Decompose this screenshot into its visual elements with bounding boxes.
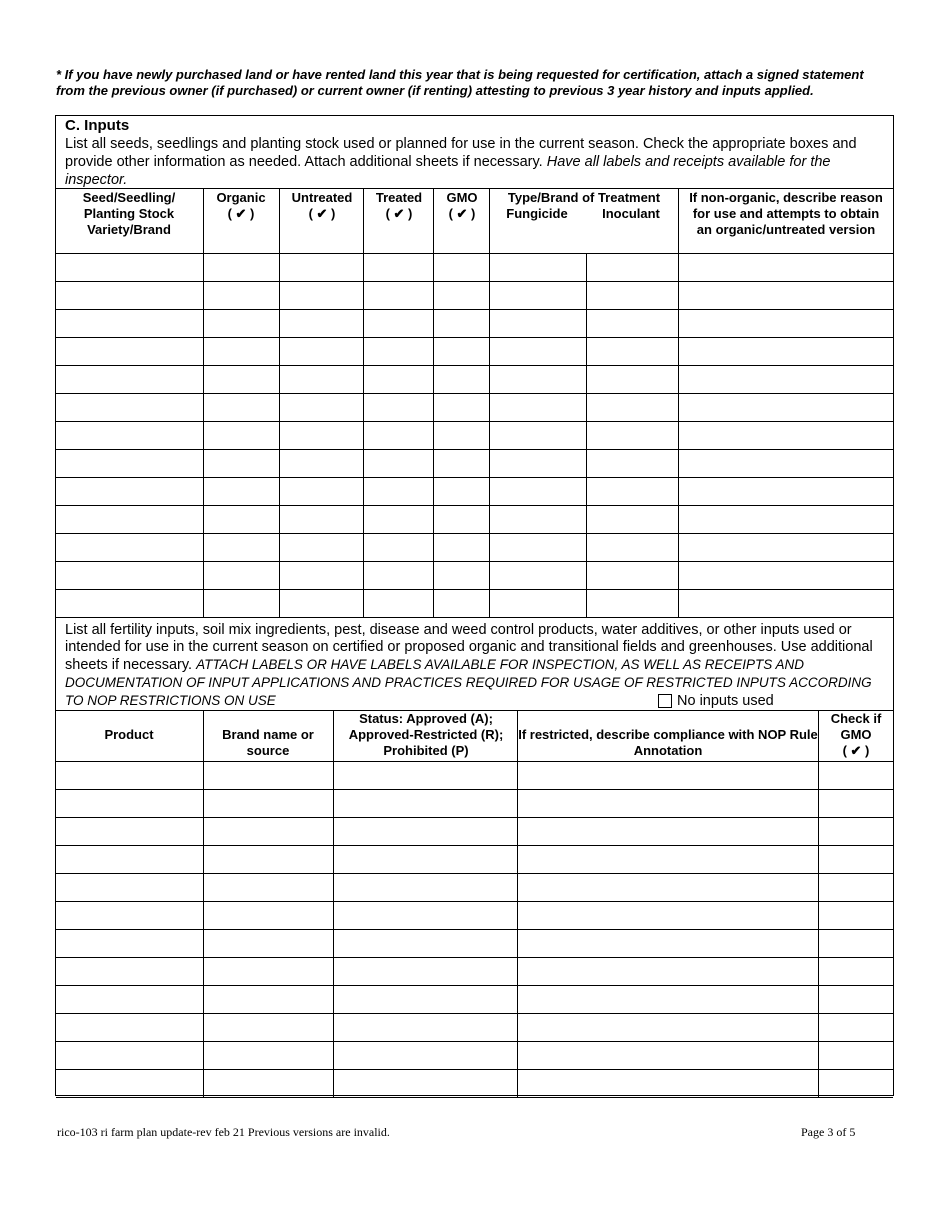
table-cell[interactable] — [203, 281, 279, 309]
table-cell[interactable] — [279, 337, 363, 365]
header-inoculant: Inoculant — [602, 206, 660, 221]
header-untreated — [280, 190, 364, 222]
table-cell[interactable] — [203, 761, 333, 789]
table-cell[interactable] — [433, 421, 489, 449]
table-cell[interactable] — [333, 901, 517, 929]
table-cell[interactable] — [586, 393, 678, 421]
intro-italic-text: Have all labels and receipts available for the inspector. — [65, 154, 831, 188]
header-organic — [203, 190, 279, 222]
table-cell[interactable] — [279, 561, 363, 589]
header-organic-label: Organic — [216, 190, 266, 205]
table-cell[interactable] — [489, 505, 586, 533]
table-cell[interactable] — [203, 449, 279, 477]
table-cell[interactable] — [489, 365, 586, 393]
table-cell[interactable] — [586, 449, 678, 477]
table-cell[interactable] — [433, 505, 489, 533]
table-cell[interactable] — [489, 421, 586, 449]
header-check-gmo-label: Check if GMO — [830, 711, 882, 742]
no-inputs-checkbox[interactable] — [658, 694, 672, 708]
footer-form-id: rico-103 ri farm plan update-rev feb 21 Previous versions are invalid. — [57, 1125, 390, 1139]
no-inputs-option[interactable] — [658, 693, 774, 709]
table-cell[interactable] — [56, 337, 203, 365]
table-cell[interactable] — [517, 789, 818, 817]
table-cell[interactable] — [517, 1041, 818, 1069]
table-cell[interactable] — [203, 421, 279, 449]
table-cell[interactable] — [363, 449, 433, 477]
table-cell[interactable] — [203, 1069, 333, 1097]
header-check-gmo-mark: ( ✔ ) — [842, 743, 870, 758]
table-cell[interactable] — [279, 505, 363, 533]
table-cell[interactable] — [363, 589, 433, 617]
table-cell[interactable] — [586, 337, 678, 365]
header-treatment-label: Type/Brand of Treatment — [507, 190, 661, 205]
table-cell[interactable] — [56, 873, 203, 901]
table-cell[interactable] — [363, 477, 433, 505]
table-cell[interactable] — [363, 561, 433, 589]
table-cell[interactable] — [279, 589, 363, 617]
table-cell[interactable] — [433, 589, 489, 617]
table-cell[interactable] — [56, 1069, 203, 1097]
table-cell[interactable] — [203, 957, 333, 985]
table-cell[interactable] — [363, 309, 433, 337]
table-cell[interactable] — [678, 589, 894, 617]
table-cell[interactable] — [56, 901, 203, 929]
table-cell[interactable] — [333, 1013, 517, 1041]
table-cell[interactable] — [56, 253, 203, 281]
header-treatment-subcols — [490, 206, 678, 222]
table-cell[interactable] — [56, 761, 203, 789]
intro-text: List all seeds, seedlings and planting stock used or planned for use in the current season. Check the appropriate boxes and provide other information as needed. Attach additional sheets if necessary. — [65, 136, 857, 170]
table-cell[interactable] — [279, 253, 363, 281]
table-cell[interactable] — [433, 533, 489, 561]
table-cell[interactable] — [56, 789, 203, 817]
seed-table-top-line — [56, 188, 893, 189]
table-cell[interactable] — [56, 1013, 203, 1041]
table-cell[interactable] — [333, 761, 517, 789]
table-cell[interactable] — [56, 477, 203, 505]
table-cell[interactable] — [517, 817, 818, 845]
table-cell[interactable] — [517, 901, 818, 929]
header-treatment — [490, 190, 678, 222]
table-cell[interactable] — [333, 873, 517, 901]
header-untreated-check: ( ✔ ) — [308, 206, 336, 221]
table-cell[interactable] — [203, 817, 333, 845]
table-cell[interactable] — [203, 789, 333, 817]
header-gmo — [434, 190, 490, 222]
table-cell[interactable] — [678, 449, 894, 477]
table-cell[interactable] — [489, 253, 586, 281]
table-cell[interactable] — [56, 421, 203, 449]
table-cell[interactable] — [279, 393, 363, 421]
table-cell[interactable] — [203, 533, 279, 561]
table-cell[interactable] — [203, 561, 279, 589]
table-cell[interactable] — [363, 253, 433, 281]
table-cell[interactable] — [517, 985, 818, 1013]
table-cell[interactable] — [56, 505, 203, 533]
table-cell[interactable] — [333, 817, 517, 845]
header-fungicide: Fungicide — [506, 206, 568, 221]
table-cell[interactable] — [203, 253, 279, 281]
table-cell[interactable] — [363, 365, 433, 393]
table-cell[interactable] — [586, 533, 678, 561]
table-cell[interactable] — [56, 845, 203, 873]
table-cell[interactable] — [586, 505, 678, 533]
table-cell[interactable] — [56, 393, 203, 421]
table-cell[interactable] — [279, 533, 363, 561]
table-cell[interactable] — [433, 477, 489, 505]
table-cell[interactable] — [279, 449, 363, 477]
inputs-instructions-italic: ATTACH LABELS OR HAVE LABELS AVAILABLE FOR INSPECTION, AS WELL AS RECEIPTS AND DOCUMENTATION OF INPUT APPLICATIONS AND PRACTICES REQUIRED FOR USAGE OF RESTRICTED INPUTS ACCORDING TO NOP RESTRICTIONS ON USE — [65, 657, 872, 708]
table-cell[interactable] — [279, 421, 363, 449]
table-cell[interactable] — [489, 589, 586, 617]
table-cell[interactable] — [586, 561, 678, 589]
table-cell[interactable] — [678, 477, 894, 505]
table-cell[interactable] — [586, 365, 678, 393]
header-organic-check: ( ✔ ) — [227, 206, 255, 221]
table-cell[interactable] — [363, 421, 433, 449]
table-cell[interactable] — [818, 929, 894, 957]
table-cell[interactable] — [363, 533, 433, 561]
table-cell[interactable] — [203, 929, 333, 957]
table-cell[interactable] — [279, 477, 363, 505]
table-cell[interactable] — [203, 477, 279, 505]
table-cell[interactable] — [333, 1041, 517, 1069]
table-cell[interactable] — [433, 449, 489, 477]
header-treated-check: ( ✔ ) — [385, 206, 413, 221]
row-divider — [56, 617, 893, 618]
table-cell[interactable] — [818, 957, 894, 985]
table-cell[interactable] — [56, 281, 203, 309]
table-cell[interactable] — [517, 957, 818, 985]
table-cell[interactable] — [433, 309, 489, 337]
table-cell[interactable] — [203, 1013, 333, 1041]
table-cell[interactable] — [818, 761, 894, 789]
table-cell[interactable] — [586, 589, 678, 617]
table-cell[interactable] — [586, 477, 678, 505]
table-cell[interactable] — [203, 901, 333, 929]
table-cell[interactable] — [433, 337, 489, 365]
table-cell[interactable] — [56, 589, 203, 617]
table-cell[interactable] — [517, 761, 818, 789]
table-cell[interactable] — [203, 309, 279, 337]
table-cell[interactable] — [203, 505, 279, 533]
footer-page-number: Page 3 of 5 — [801, 1125, 856, 1139]
table-cell[interactable] — [203, 845, 333, 873]
table-cell[interactable] — [333, 1069, 517, 1097]
table-cell[interactable] — [56, 533, 203, 561]
table-cell[interactable] — [678, 561, 894, 589]
table-cell[interactable] — [818, 1041, 894, 1069]
table-cell[interactable] — [517, 929, 818, 957]
table-cell[interactable] — [279, 309, 363, 337]
table-cell[interactable] — [678, 253, 894, 281]
table-cell[interactable] — [818, 845, 894, 873]
header-gmo-label: GMO — [446, 190, 478, 205]
table-cell[interactable] — [678, 421, 894, 449]
no-inputs-label: No inputs used — [677, 693, 774, 709]
header-gmo-check: ( ✔ ) — [448, 206, 476, 221]
header-check-gmo — [818, 711, 894, 759]
table-cell[interactable] — [203, 365, 279, 393]
table-cell[interactable] — [363, 337, 433, 365]
section-intro — [65, 135, 875, 189]
table-cell[interactable] — [56, 561, 203, 589]
table-cell[interactable] — [517, 845, 818, 873]
table-cell[interactable] — [818, 789, 894, 817]
table-cell[interactable] — [363, 393, 433, 421]
table-cell[interactable] — [489, 449, 586, 477]
table-cell[interactable] — [333, 985, 517, 1013]
header-untreated-label: Untreated — [291, 190, 353, 205]
header-status: Status: Approved (A); Approved-Restricted (R); Prohibited (P) — [348, 711, 504, 758]
header-nonorganic: If non-organic, describe reason for use and attempts to obtain an organic/untreated version — [689, 190, 883, 237]
table-cell[interactable] — [203, 337, 279, 365]
table-cell[interactable] — [678, 337, 894, 365]
table-cell[interactable] — [203, 393, 279, 421]
table-cell[interactable] — [333, 845, 517, 873]
table-cell[interactable] — [489, 533, 586, 561]
table-cell[interactable] — [56, 309, 203, 337]
table-cell[interactable] — [678, 505, 894, 533]
table-cell[interactable] — [678, 281, 894, 309]
table-cell[interactable] — [203, 873, 333, 901]
table-cell[interactable] — [818, 901, 894, 929]
table-cell[interactable] — [678, 393, 894, 421]
table-cell[interactable] — [489, 561, 586, 589]
table-cell[interactable] — [333, 929, 517, 957]
table-cell[interactable] — [56, 929, 203, 957]
section-title: C. Inputs — [65, 117, 130, 134]
table-cell[interactable] — [517, 873, 818, 901]
table-cell[interactable] — [678, 365, 894, 393]
table-cell[interactable] — [489, 393, 586, 421]
table-cell[interactable] — [678, 309, 894, 337]
table-cell[interactable] — [433, 281, 489, 309]
table-cell[interactable] — [586, 309, 678, 337]
table-cell[interactable] — [818, 817, 894, 845]
table-cell[interactable] — [56, 957, 203, 985]
header-brand: Brand name or source — [222, 727, 314, 758]
table-cell[interactable] — [203, 985, 333, 1013]
table-cell[interactable] — [818, 985, 894, 1013]
table-cell[interactable] — [517, 1013, 818, 1041]
table-cell[interactable] — [489, 281, 586, 309]
table-cell[interactable] — [203, 1041, 333, 1069]
table-cell[interactable] — [489, 477, 586, 505]
table-cell[interactable] — [489, 337, 586, 365]
table-cell[interactable] — [678, 533, 894, 561]
header-treated-label: Treated — [375, 190, 423, 205]
header-variety: Seed/Seedling/ Planting Stock Variety/Brand — [82, 190, 176, 237]
table-cell[interactable] — [818, 1013, 894, 1041]
header-restricted: If restricted, describe compliance with NOP Rule Annotation — [518, 727, 818, 758]
table-cell[interactable] — [433, 393, 489, 421]
table-cell[interactable] — [586, 281, 678, 309]
table-cell[interactable] — [586, 253, 678, 281]
header-treated — [364, 190, 434, 222]
table-cell[interactable] — [363, 281, 433, 309]
table-cell[interactable] — [818, 1069, 894, 1097]
inputs-section-box — [55, 115, 894, 1096]
table-cell[interactable] — [433, 561, 489, 589]
table-cell[interactable] — [56, 1041, 203, 1069]
table-cell[interactable] — [517, 1069, 818, 1097]
table-cell[interactable] — [363, 505, 433, 533]
table-cell[interactable] — [203, 589, 279, 617]
purchased-land-note: * If you have newly purchased land or have rented land this year that is being requested for certification, attach a signed statement from the previous owner (if purchased) or current owner (if renting) attesting to previous 3 year history and inputs applied. — [56, 67, 864, 98]
table-cell[interactable] — [279, 365, 363, 393]
table-cell[interactable] — [56, 817, 203, 845]
inputs-instructions-text: List all fertility inputs, soil mix ingredients, pest, disease and weed control products, water additives, or other inputs used or intended for use in the current season on certified or proposed organic and transitional fields and greenhouses. Use additional sheets if necessary. — [65, 622, 873, 673]
table-cell[interactable] — [433, 253, 489, 281]
table-cell[interactable] — [333, 957, 517, 985]
table-cell[interactable] — [433, 365, 489, 393]
header-product: Product — [104, 727, 154, 742]
table-cell[interactable] — [586, 421, 678, 449]
table-cell[interactable] — [56, 985, 203, 1013]
table-cell[interactable] — [333, 789, 517, 817]
table-cell[interactable] — [818, 873, 894, 901]
table-cell[interactable] — [279, 281, 363, 309]
table-cell[interactable] — [56, 365, 203, 393]
table-cell[interactable] — [56, 449, 203, 477]
table-cell[interactable] — [489, 309, 586, 337]
row-divider — [56, 1097, 893, 1098]
